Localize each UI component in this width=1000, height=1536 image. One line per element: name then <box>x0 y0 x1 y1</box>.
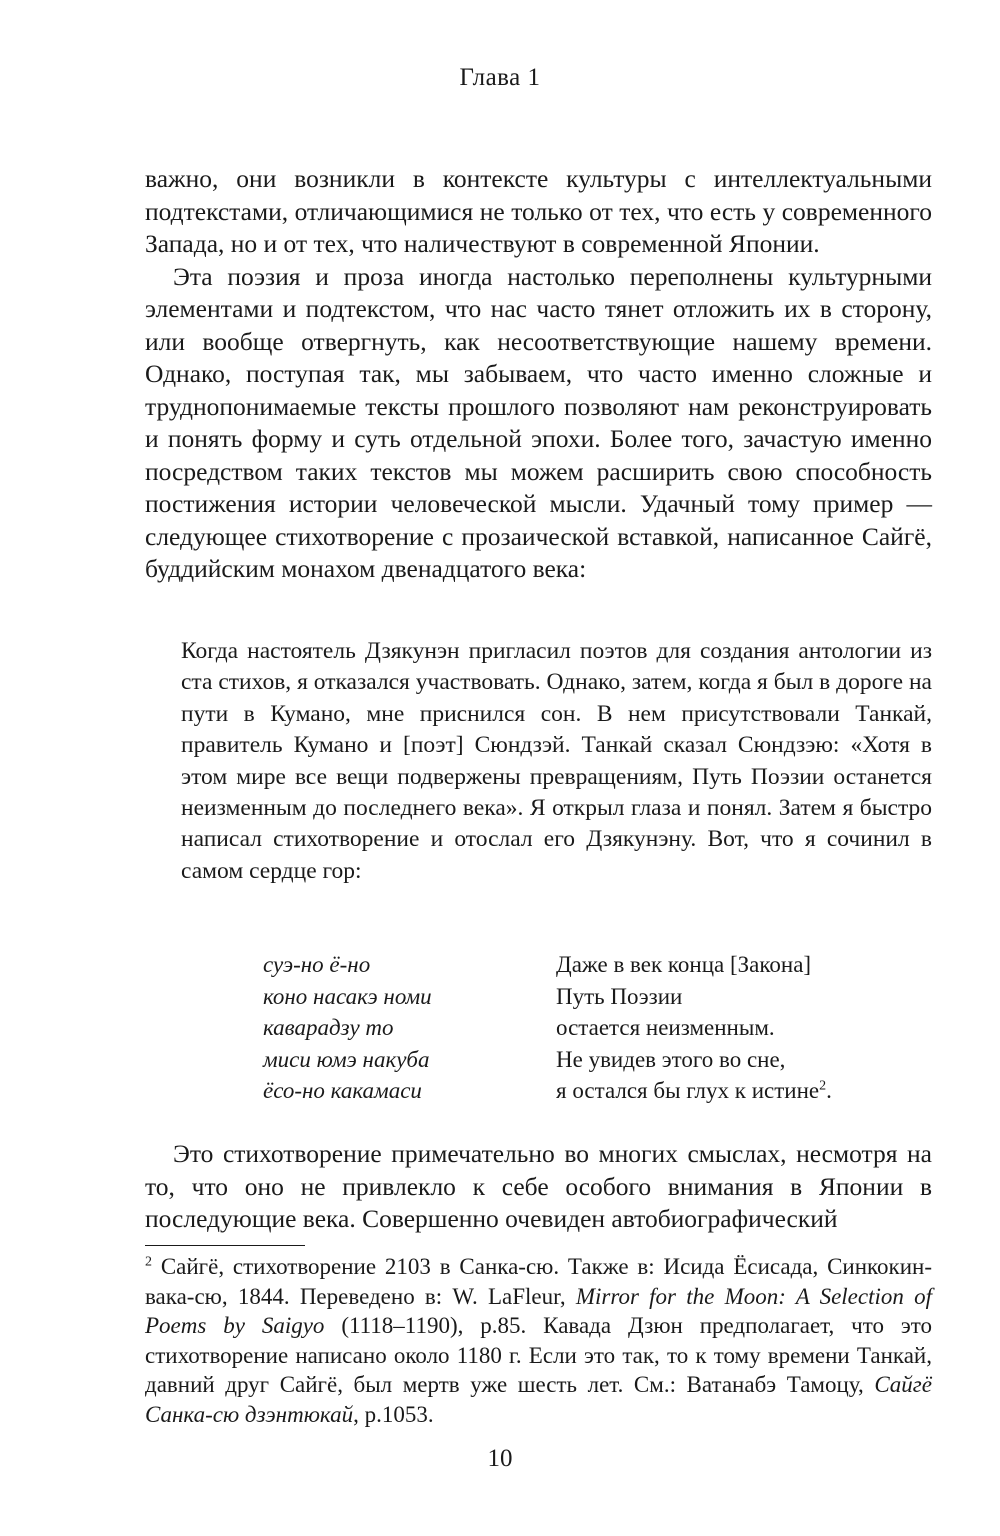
prose-preface-quote <box>181 636 932 887</box>
poem-russian-line: остается неизменным. <box>556 1015 775 1040</box>
footnote-divider <box>145 1245 305 1246</box>
footnote-part-3: , p.1053. <box>353 1401 434 1427</box>
paragraph-3: Это стихотворение примечательно во многих смыслах, несмотря на то, что оно не привлекло к себе особого внимания в Японии в последующие века. Совершенно очевиден автобиографический <box>145 1139 932 1233</box>
footnote-part-2: (1118–1190), p.85. Кавада Дзюн предполагает, что это стихотворение написано около 1180 г. Если это так, то к тому времени Танкай, давний друг Сайгё, был мертв уже шесть лет. См.: Ватанабэ Тамоцу, <box>145 1313 932 1397</box>
poem-last-line-end: . <box>826 1078 832 1103</box>
poem-russian-line: Даже в век конца [Закона] <box>556 952 812 977</box>
poem-japanese-line: суэ-но ё-но <box>263 952 371 977</box>
footnote-part-1: Сайгё, стихотворение 2103 в Санка-сю. Также в: Исида Ёсисада, Синкокин-вака-сю, 1844. Переведено в: W. LaFleur, <box>145 1254 933 1309</box>
main-text-bottom <box>145 1138 932 1236</box>
paragraph-1: важно, они возникли в контексте культуры с интеллектуальными подтекстами, отличающимися не только от тех, что есть у современного Запада, но и от тех, что наличествуют в современной Японии. <box>145 164 932 258</box>
poem-last-line-text: я остался бы глух к истине <box>556 1078 820 1103</box>
footnote-text <box>145 1252 932 1429</box>
poem-japanese-line: ёсо-но какамаси <box>263 1078 422 1103</box>
poem-japanese-line: каварадзу то <box>263 1015 394 1040</box>
poem-russian-column <box>556 949 936 1107</box>
poem-russian-line-last <box>556 1075 936 1107</box>
footnote-number: 2 <box>145 1254 152 1270</box>
poem-japanese-column <box>263 949 523 1107</box>
poem-japanese-line: коно насакэ номи <box>263 983 432 1009</box>
poem-russian-line: Путь Поэзии <box>556 983 683 1009</box>
running-head: Глава 1 <box>459 64 541 91</box>
poem-russian-line: Не увидев этого во сне, <box>556 1046 786 1072</box>
paragraph-2: Эта поэзия и проза иногда настолько переполнены культурными элементами и подтекстом, что нас часто тянет отложить их в сторону, или вообще отвергнуть, как несоответствующие нашему времени. Однако, поступая так, мы забываем, что часто именно сложные и труднопонимаемые тексты прошлого позволяют нам реконструировать и понять форму и суть отдельной эпохи. Более того, зачастую именно посредством таких текстов мы можем расширить свою способность постижения истории человеческой мысли. Удачный тому пример — следующее стихотворение с прозаической вставкой, написанное Сайгё, буддийским монахом двенадцатого века: <box>145 261 932 583</box>
footnote-title-2: Сайгё Санка-сю дзэнтюкай <box>145 1372 932 1427</box>
page-number: 10 <box>487 1445 513 1472</box>
main-text-top <box>145 163 932 586</box>
footnote-title-1: Mirror for the Moon: A Selection of Poems by Saigyo <box>145 1283 932 1338</box>
footnote-reference[interactable]: 2 <box>819 1078 827 1094</box>
quote-text: Когда настоятель Дзякунэн пригласил поэтов для создания антологии из ста стихов, я отказался участвовать. Однако, затем, когда я был в дороге на пути в Кумано, мне приснился сон. В нем присутствовали Танкай, правитель Кумано и [поэт] Сюндзэй. Танкай сказал Сюндзэю: «Хотя в этом мире все вещи подвержены превращениям, Путь Поэзии останется неизменным до последнего века». Я открыл глаза и понял. Затем я быстро написал стихотворение и отослал его Дзякунэну. Вот, что я сочинил в самом сердце гор: <box>181 638 932 884</box>
poem-japanese-line: миси юмэ накуба <box>263 1046 430 1072</box>
footnote <box>145 1252 932 1429</box>
